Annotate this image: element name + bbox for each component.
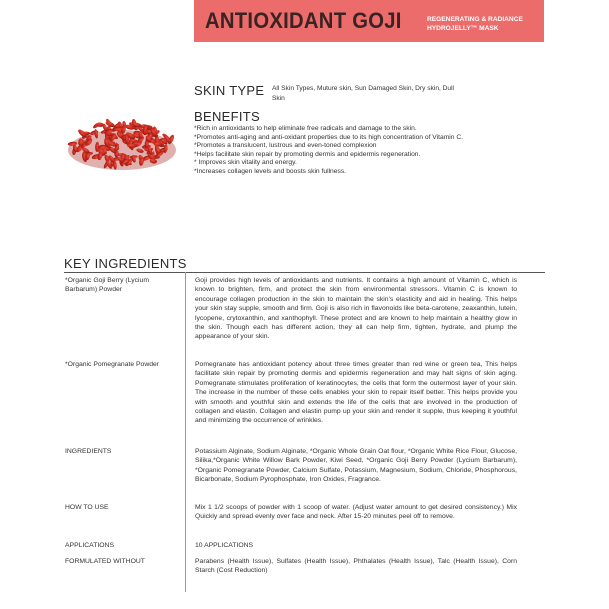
goji-description: Goji provides high levels of antioxidants and nutrients. It contains a high amount of Vitamin C, which is known to brighten, firm, and protect the skin from environmental stressors. Vitamin C is known to encourage collagen production in the skin to maintain the skin's elasticity and aid in healing. This helps your skin stay supple, smooth and firm. Goji is also rich in flavonoids like beta-carotene, zeaxanthin, lutein, lycopene, crytoxanthin, and xanthophyll. These protect and are known to help maintain a healthy glow in the skin. Though each has different action, they all can help firm, tighten, hydrate, and plump the appearance of your skin. [195, 277, 517, 341]
how-to-use-label: HOW TO USE [65, 504, 109, 511]
pomegranate-description: Pomegranate has antioxidant potency about three times greater than red wine or green tea, This helps facilitate skin repair by promoting dermis and epidermis regeneration and may halt signs of skin aging. Pomegranate stimulates proliferation of keratinocytes, the cells that form the outermost layer of your skin. The increase in the number of these cells enables your skin to repair itself better. This helps provide you with smooth and youthful skin and extends the life of the cells that are involved in the production of collagen and elastin. Collagen and elastin pump up your skin and render it supple, thus keeping it youthful and minimizing the occurrence of wrinkles. [195, 361, 517, 425]
benefit-item: *Helps facilitate skin repair by promoting dermis and epidermis regeneration. [194, 150, 421, 158]
ingredients-text: Potassium Alginate, Sodium Alginate, *Organic Whole Grain Oat flour, *Organic White Rice Flour, Glucose, Silika,*Organic White Willow Bark Powder, Kiwi Seed, *Organic Goji Berry Powder (Lycium Barbarum), *Organic Pomegranate Powder, Calcium Sulfate, Potassium, Magnesium, Sodium, Chloride, Phosphorous, Bicarbonate, Sodium Pyrophosphate, Iron Oxides, Fragrance. [195, 448, 517, 484]
column-divider [185, 272, 186, 592]
skin-type-value: All Skin Types, Muture skin, Sun Damaged Skin, Dry skin, Dull Skin [272, 85, 455, 102]
section-divider [64, 272, 545, 273]
key-ingredients-heading: KEY INGREDIENTS [64, 256, 187, 271]
benefit-item: * Improves skin vitality and energy. [194, 159, 297, 166]
applications-text: 10 APPLICATIONS [195, 542, 254, 549]
benefits-heading: BENEFITS [194, 109, 260, 124]
skin-type-heading: SKIN TYPE [194, 83, 265, 98]
benefit-item: *Increases collagen levels and boosts skin fullness. [194, 167, 347, 175]
benefit-item: *Promotes a translucent, lustrous and even-toned complexion [194, 142, 377, 149]
goji-label: *Organic Goji Berry (Lycium Barbarum) Powder [65, 277, 149, 293]
formulated-without-label: FORMULATED WITHOUT [65, 558, 145, 565]
header-banner [194, 0, 544, 42]
benefit-item: *Promotes anti-aging and anti-oxidant properties due to its high concentration of Vitamin C. [194, 133, 464, 141]
product-subtitle [427, 15, 523, 33]
formulated-without-text: Parabens (Health Issue), Sulfates (Health Issue), Phthalates (Health Issue), Talc (Health Issue), Corn Starch (Cost Reduction) [195, 558, 517, 575]
subtitle-line-2: HYDROJELLY™ MASK [427, 25, 499, 32]
how-to-use-text: Mix 1 1/2 scoops of powder with 1 scoop of water. (Adjust water amount to get desired consistency.) Mix Quickly and spread evenly over face and neck. After 15-20 minutes peel off to remove. [195, 504, 517, 521]
pomegranate-label: *Organic Pomegranate Powder [65, 361, 160, 368]
ingredients-label: INGREDIENTS [65, 448, 112, 455]
applications-label: APPLICATIONS [65, 542, 114, 549]
benefits-list [194, 125, 484, 176]
goji-berries-pile-image [64, 110, 180, 172]
benefit-item: *Rich in antioxidants to help eliminate free radicals and damage to the skin. [194, 125, 417, 132]
product-title: ANTIOXIDANT GOJI [205, 8, 402, 33]
subtitle-line-1: REGENERATING & RADIANCE [427, 16, 523, 23]
